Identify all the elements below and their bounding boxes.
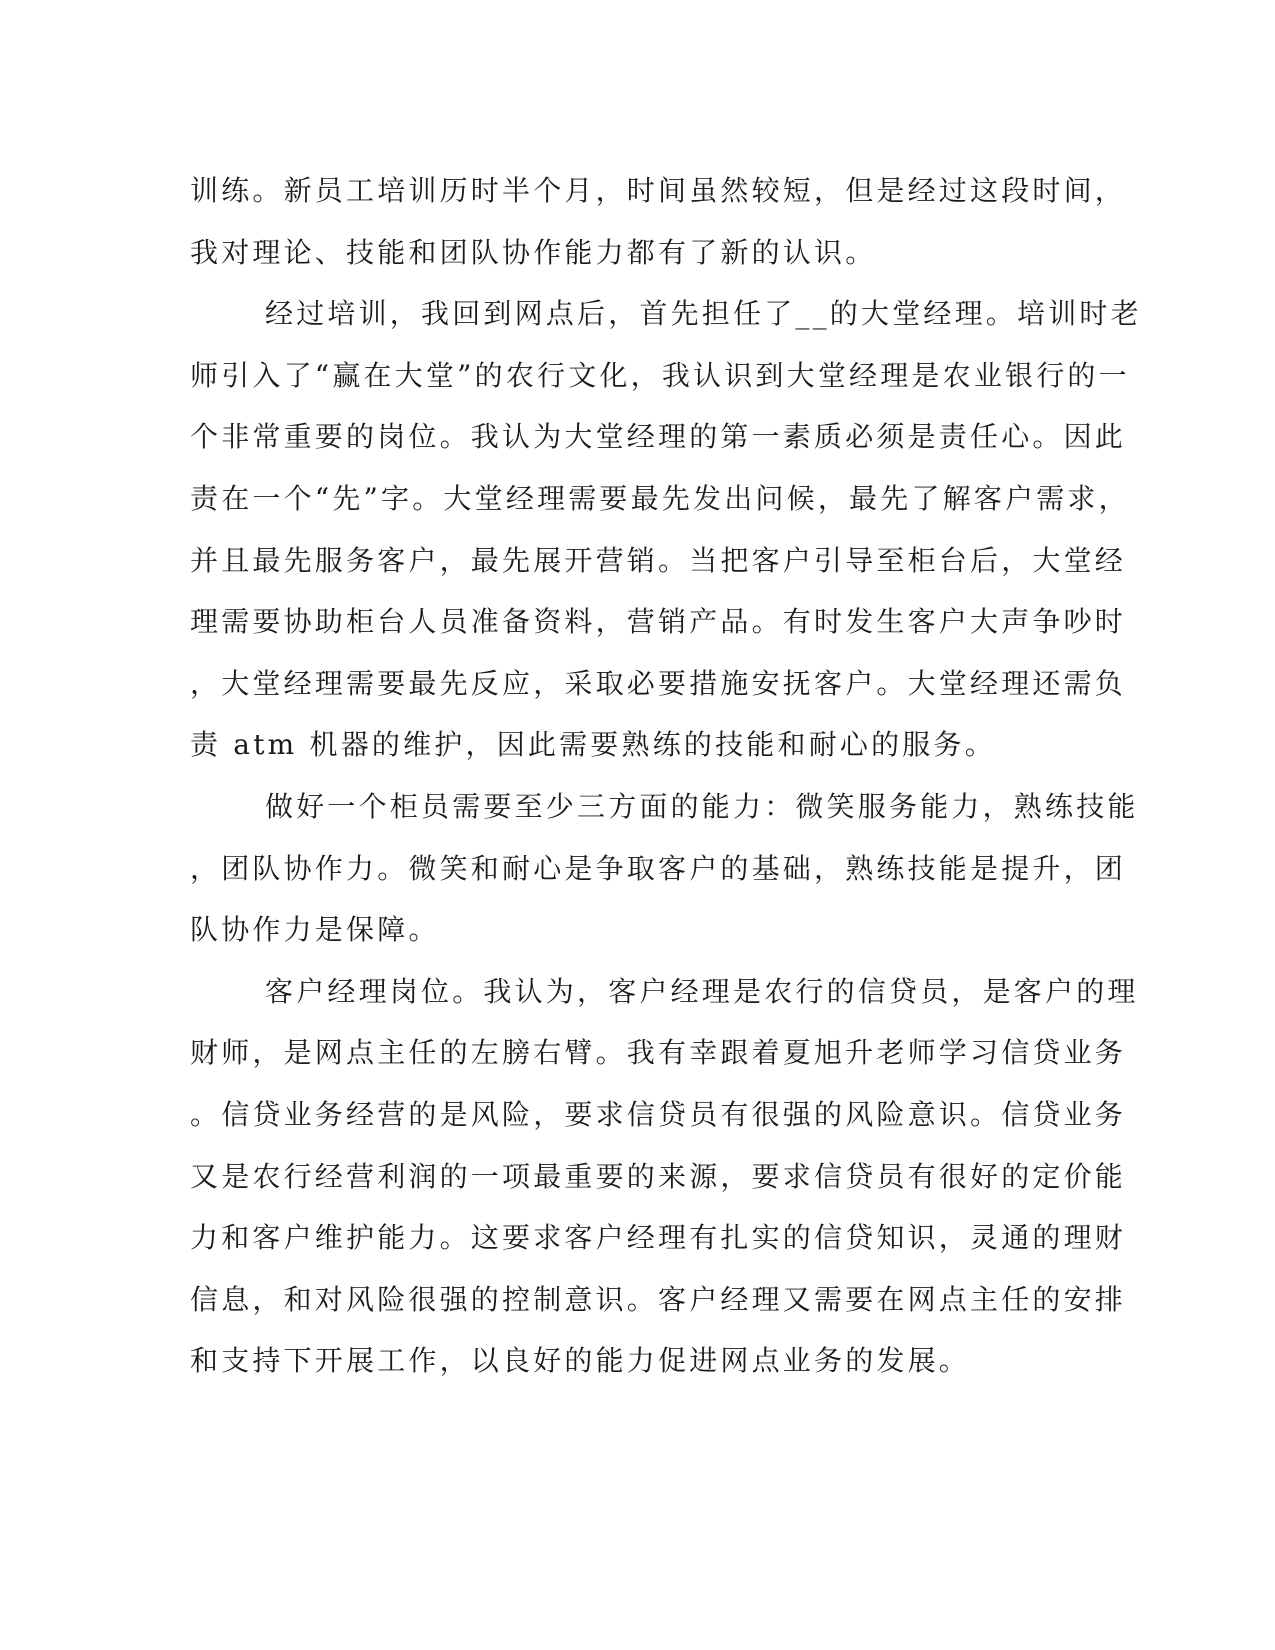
text-line: 又是农行经营利润的一项最重要的来源，要求信贷员有很好的定价能 bbox=[190, 1159, 1127, 1193]
text-line: 训练。新员工培训历时半个月，时间虽然较短，但是经过这段时间， bbox=[190, 174, 1127, 207]
text-line: 队协作力是保障。 bbox=[190, 913, 440, 947]
text-line: 师引入了“赢在大堂”的农行文化，我认识到大堂经理是农业银行的一 bbox=[190, 358, 1130, 392]
text-line: 和支持下开展工作，以良好的能力促进网点业务的发展。 bbox=[190, 1344, 971, 1378]
text-line: ，大堂经理需要最先反应，采取必要措施安抚客户。大堂经理还需负 bbox=[190, 666, 1127, 700]
text-line: 责在一个“先”字。大堂经理需要最先发出问候，最先了解客户需求， bbox=[190, 481, 1130, 515]
text-line: 力和客户维护能力。这要求客户经理有扎实的信贷知识，灵通的理财 bbox=[190, 1221, 1127, 1255]
text-line: 理需要协助柜台人员准备资料，营销产品。有时发生客户大声争吵时 bbox=[190, 605, 1127, 639]
text-line: 个非常重要的岗位。我认为大堂经理的第一素质必须是责任心。因此 bbox=[190, 420, 1127, 454]
document-body bbox=[190, 160, 1142, 1392]
paragraph-start-line: 做好一个柜员需要至少三方面的能力：微笑服务能力，熟练技能 bbox=[265, 789, 1139, 823]
paragraph-start-line: 经过培训，我回到网点后，首先担任了__的大堂经理。培训时老 bbox=[265, 297, 1142, 331]
text-line: 。信贷业务经营的是风险，要求信贷员有很强的风险意识。信贷业务 bbox=[190, 1097, 1127, 1131]
text-line: 财师，是网点主任的左膀右臂。我有幸跟着夏旭升老师学习信贷业务 bbox=[190, 1036, 1127, 1070]
text-line: 我对理论、技能和团队协作能力都有了新的认识。 bbox=[190, 235, 877, 269]
text-line: ，团队协作力。微笑和耐心是争取客户的基础，熟练技能是提升，团 bbox=[190, 851, 1127, 885]
text-line: 责 atm 机器的维护，因此需要熟练的技能和耐心的服务。 bbox=[190, 728, 996, 762]
text-line: 并且最先服务客户，最先展开营销。当把客户引导至柜台后，大堂经 bbox=[190, 543, 1127, 577]
text-line: 信息，和对风险很强的控制意识。客户经理又需要在网点主任的安排 bbox=[190, 1282, 1127, 1316]
paragraph-start-line: 客户经理岗位。我认为，客户经理是农行的信贷员，是客户的理 bbox=[265, 974, 1139, 1008]
